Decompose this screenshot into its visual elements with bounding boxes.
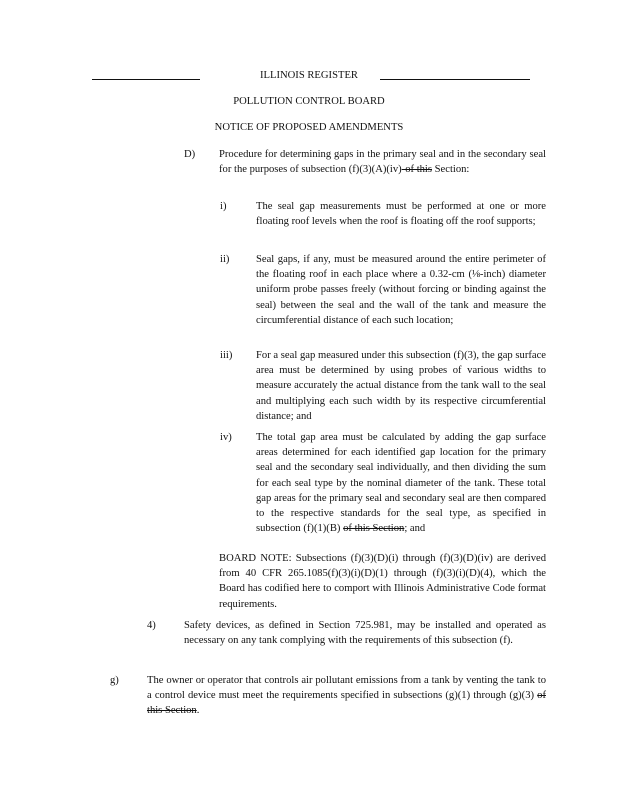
- sub-i-label: i): [220, 201, 227, 212]
- sub-i-text: The seal gap measurements must be performed at one or more floating roof levels when the roof is floating off the roof supports;: [256, 201, 546, 228]
- register-title: ILLINOIS REGISTER: [260, 70, 358, 81]
- item-g-label: g): [110, 675, 119, 686]
- sub-iv-label: iv): [220, 432, 232, 443]
- sub-iv-body: The total gap area must be calculated by adding the gap surface areas determined for each identified gap location for the primary seal and the secondary seal individually, and then dividing the sum for each seal type by the nominal diameter of the tank. These total gap areas for the primary seal and secondary seal are then compared to the respective standards for the seal type, as specified in subsection (f)(1)(B): [256, 432, 546, 535]
- board-note: BOARD NOTE: Subsections (f)(3)(D)(i) through (f)(3)(D)(iv) are derived from 40 CFR 265.1085(f)(3)(i)(D)(1) through (f)(3)(i)(D)(4), which the Board has codified here to comport with Illinois Administrative Code format requirements.: [219, 553, 546, 610]
- item-4-text: Safety devices, as defined in Section 725.981, may be installed and operated as necessary on any tank complying with the requirements of this subsection (f).: [184, 620, 546, 647]
- sub-iv-text: [256, 430, 546, 536]
- item-g-body: The owner or operator that controls air pollutant emissions from a tank by venting the tank to a control device must meet the requirements specified in subsections (g)(1) through (g)(3): [147, 675, 546, 702]
- board-title: POLLUTION CONTROL BOARD: [233, 96, 385, 107]
- item-g-struck: of this Section: [147, 690, 546, 717]
- item-d-text: [219, 147, 546, 177]
- item-d-end: Section:: [434, 164, 470, 176]
- sub-ii-label: ii): [220, 254, 230, 265]
- item-4-label: 4): [147, 620, 156, 631]
- item-d-struck: -of this: [401, 164, 432, 176]
- item-g-text: [147, 673, 546, 719]
- sub-iii-text: For a seal gap measured under this subsection (f)(3), the gap surface area must be determined by using probes of various widths to measure accurately the actual distance from the tank wall to the seal and multiplying each such width by its respective circumferential distance; and: [256, 350, 546, 422]
- item-g-end: .: [196, 705, 200, 717]
- item-d-body: Procedure for determining gaps in the primary seal and in the secondary seal for the purposes of subsection (f)(3)(A)(iv): [219, 149, 546, 176]
- item-d-label: D): [184, 149, 196, 160]
- sub-iii-label: iii): [220, 350, 233, 361]
- sub-iv-end: ; and: [404, 523, 426, 535]
- sub-ii-text: Seal gaps, if any, must be measured around the entire perimeter of the floating roof in each place where a 0.32-cm (⅛-inch) diameter uniform probe passes freely (without forcing or binding against the seal) between the seal and the wall of the tank and measure the circumferential distance of each such location;: [256, 254, 546, 326]
- notice-title: NOTICE OF PROPOSED AMENDMENTS: [214, 122, 404, 133]
- sub-iv-struck: of this Section: [343, 523, 405, 535]
